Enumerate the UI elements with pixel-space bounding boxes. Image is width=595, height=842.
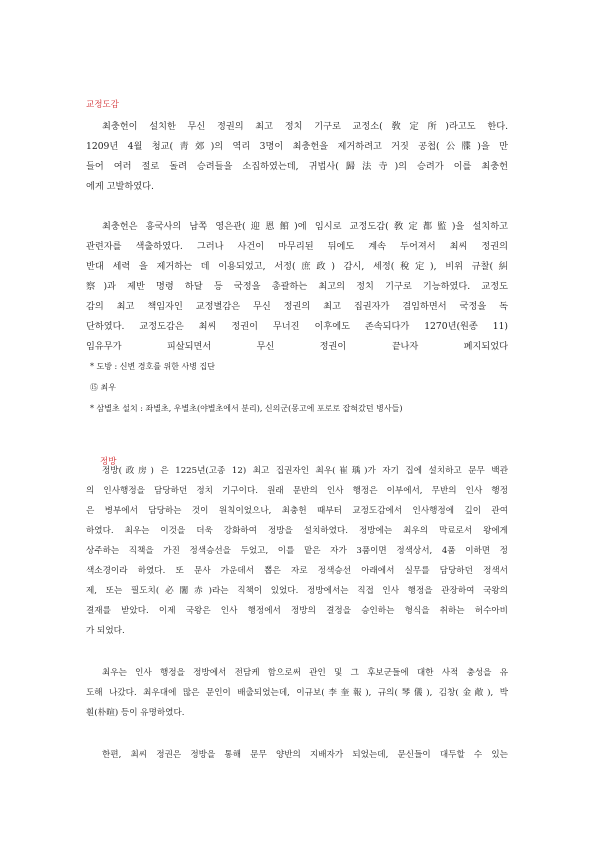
paragraph-line: 한편, 최씨 정권은 정방을 통해 문무 양반의 지배자가 되었는데, 문신들이 대두할 수 있는 — [102, 750, 508, 760]
section-title-gyojeongdogam: 교정도감 — [86, 100, 119, 110]
paragraph-line: 반대 세력 을 제거하는 데 이용되었고, 서정(庶政) 감시, 세정(稅定), 비위 규찰(糾 — [86, 261, 508, 272]
paragraph-line: 최충헌은 흥국사의 남쪽 영은관(迎恩館)에 임시로 교정도감(敎定都監)을 설치하고 — [102, 221, 508, 232]
paragraph-line: 훤(朴暄) 등이 유명하였다. — [86, 708, 185, 718]
paragraph-line: 최충헌이 설치한 무신 정권의 최고 정치 기구로 교정소(敎定所)라고도 한다. — [102, 121, 508, 132]
paragraph-line: 정방(政房) 은 1225년(고종 12) 최고 집권자인 최우(崔瑀)가 자기 집에 설치하고 문무 백관 — [102, 466, 508, 476]
paragraph-line: 결재를 받았다. 이제 국왕은 인사 행정에서 정방의 결정을 승인하는 형식을 취하는 허수아비 — [86, 606, 508, 616]
paragraph-line: 관련자를 색출하였다. 그러나 사건이 마무리된 뒤에도 계속 두어져서 최씨 정권의 — [86, 241, 508, 252]
note-dobang: * 도방 : 신변 경호를 위한 사병 집단 — [90, 362, 215, 371]
paragraph-line: 임유무가 피살되면서 무신 정권이 끝나자 폐지되었다 — [86, 341, 508, 352]
section-title-jeongbang: 정방 — [100, 457, 117, 467]
paragraph-line: 의 인사행정을 담당하던 정치 기구이다. 원래 문반의 인사 행정은 이부에서, 무반의 인사 행정 — [86, 486, 508, 496]
paragraph-line: 察)과 제반 명령 하달 등 국정을 총괄하는 최고의 정치 기구로 기능하였다. 교정도 — [86, 281, 508, 292]
paragraph-line: 가 되었다. — [86, 626, 125, 636]
paragraph-line: 감의 최고 책임자인 교정별감은 무신 정권의 최고 집권자가 겸임하면서 국정을 독 — [86, 301, 508, 312]
paragraph-line: 들어 여러 절로 돌려 승려들을 소집하였는데, 귀법사(歸法寺)의 승려가 이를 최충헌 — [86, 161, 508, 172]
paragraph-line: 색소경이라 하였다. 또 문사 가운데서 뽑은 자로 정색승선 아래에서 실무를 담당하던 정색서 — [86, 566, 508, 576]
note-sambyeolcho: * 삼별초 설치 : 좌별초, 우별초(야별초에서 분리), 신의군(몽고에 포로로 잡혀갔던 병사들) — [90, 404, 403, 413]
paragraph-line: 도해 나갔다. 최우대에 많은 문인이 배출되었는데, 이규보(李奎報), 규의(琴儀), 김창(金敞), 박 — [86, 688, 508, 698]
paragraph-line: 하였다. 최우는 이것을 더욱 강화하여 정방을 설치하였다. 정방에는 최우의 막료로서 왕에게 — [86, 526, 508, 536]
paragraph-line: 제, 또는 필도치(必闍赤)라는 직책이 있었다. 정방에서는 직접 인사 행정을 관장하여 국왕의 — [86, 586, 508, 596]
paragraph-line: 에게 고발하였다. — [86, 181, 154, 192]
paragraph-line: 최우는 인사 행정을 정방에서 전담케 함으로써 관인 및 그 후보군들에 대한 사적 충성을 유 — [102, 668, 508, 678]
paragraph-line: 은 병부에서 담당하는 것이 원칙이었으나, 최충헌 때부터 교정도감에서 인사행정에 깊이 관여 — [86, 506, 508, 516]
paragraph-line: 단하였다. 교정도감은 최씨 정권이 무너진 이후에도 존속되다가 1270년(원종 11) — [86, 321, 508, 332]
paragraph-line: 1209년 4월 청교(靑郊)의 역리 3명이 최충헌을 제거하려고 거짓 공첩(公牒)을 만 — [86, 141, 508, 152]
paragraph-line: 상주하는 직책을 가진 정색승선을 두었고, 이를 맡은 자가 3품이면 정색상서, 4품 이하면 정 — [86, 546, 508, 556]
note-choe-u: ⑮ 최우 — [90, 383, 116, 392]
